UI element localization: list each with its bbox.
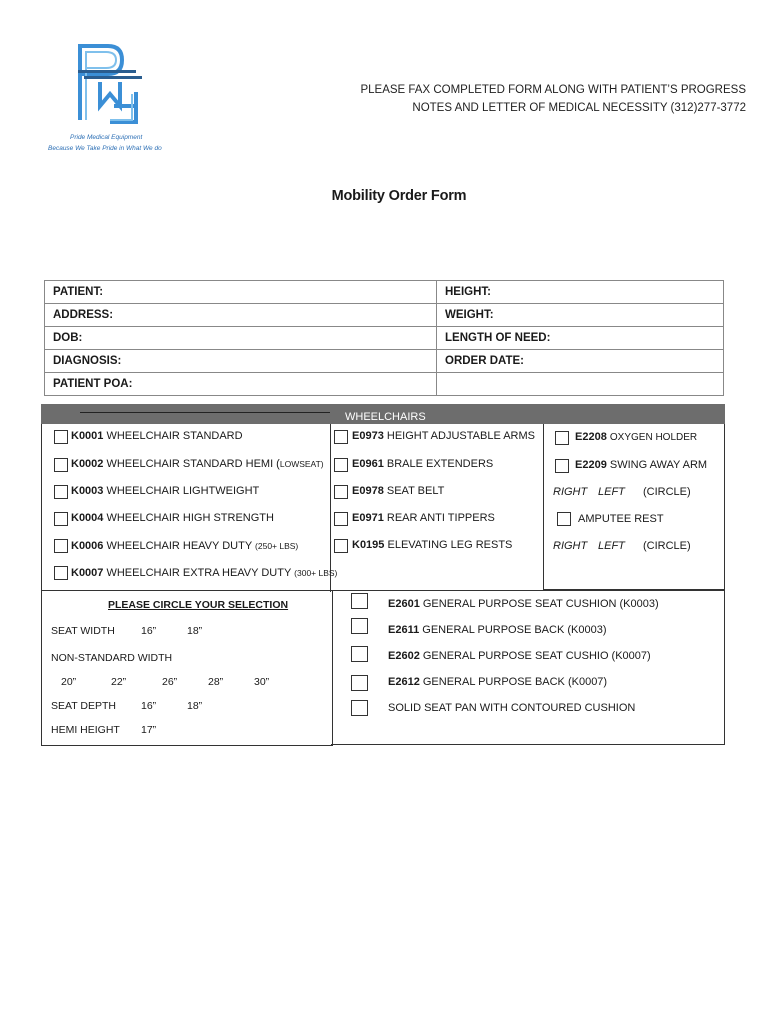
divider: [724, 424, 725, 590]
e2208-item: E2208 OXYGEN HOLDER: [575, 431, 698, 443]
swing-side-left[interactable]: LEFT: [598, 486, 625, 498]
non-standard-option[interactable]: 20”: [61, 676, 77, 688]
non-standard-option[interactable]: 22”: [111, 676, 127, 688]
selection-title: PLEASE CIRCLE YOUR SELECTION: [108, 599, 289, 611]
non-standard-option[interactable]: 26”: [162, 676, 178, 688]
patient-field[interactable]: PATIENT:: [45, 281, 437, 304]
non-standard-option[interactable]: 28”: [208, 676, 224, 688]
k0006-item: K0006 WHEELCHAIR HEAVY DUTY (250+ LBS): [71, 540, 299, 552]
e2601-checkbox[interactable]: [351, 593, 368, 609]
divider: [331, 744, 725, 745]
k0001-checkbox[interactable]: [54, 430, 68, 444]
page-title: Mobility Order Form: [331, 188, 467, 204]
table-row: [45, 350, 724, 373]
e0978-checkbox[interactable]: [334, 485, 348, 499]
non-standard-option[interactable]: 30”: [254, 676, 270, 688]
non-standard-width-label: NON-STANDARD WIDTH: [51, 652, 173, 664]
k0195-checkbox[interactable]: [334, 539, 348, 553]
selection-box: [41, 590, 333, 746]
hemi-height-label: HEMI HEIGHT: [51, 724, 120, 736]
k0004-item: K0004 WHEELCHAIR HIGH STRENGTH: [71, 512, 274, 524]
divider: [724, 590, 725, 745]
length-of-need-field[interactable]: LENGTH OF NEED:: [437, 327, 724, 350]
e0973-checkbox[interactable]: [334, 430, 348, 444]
solid-seat-pan-checkbox[interactable]: [351, 700, 368, 716]
table-row: [45, 281, 724, 304]
divider: [543, 424, 544, 590]
header-rule: [80, 412, 330, 413]
e2602-item: E2602 GENERAL PURPOSE SEAT CUSHIO (K0007): [388, 650, 651, 662]
height-field[interactable]: HEIGHT:: [437, 281, 724, 304]
table-row: [45, 304, 724, 327]
e2209-item: E2209 SWING AWAY ARM: [575, 459, 708, 471]
divider: [331, 590, 725, 591]
patient-info-table: [44, 280, 724, 396]
k0007-checkbox[interactable]: [54, 566, 68, 580]
k0002-item: K0002 WHEELCHAIR STANDARD HEMI (LOWSEAT): [71, 458, 324, 470]
e0978-item: E0978 SEAT BELT: [352, 485, 445, 497]
circle-note: (CIRCLE): [643, 486, 691, 498]
solid-seat-pan-item: SOLID SEAT PAN WITH CONTOURED CUSHION: [388, 702, 636, 714]
e2612-checkbox[interactable]: [351, 675, 368, 691]
e2611-item: E2611 GENERAL PURPOSE BACK (K0003): [388, 624, 607, 636]
fax-notice-line2: NOTES AND LETTER OF MEDICAL NECESSITY (312)277-3772: [412, 102, 746, 114]
dob-field[interactable]: DOB:: [45, 327, 437, 350]
divider: [41, 424, 42, 592]
pme-logo-icon: [70, 40, 145, 125]
patient-poa-field[interactable]: PATIENT POA:: [45, 373, 437, 396]
company-tagline: Because We Take Pride in What We do: [48, 145, 162, 152]
seat-width-label: SEAT WIDTH: [51, 625, 115, 637]
k0006-checkbox[interactable]: [54, 539, 68, 553]
weight-field[interactable]: WEIGHT:: [437, 304, 724, 327]
e2601-item: E2601 GENERAL PURPOSE SEAT CUSHION (K0003): [388, 598, 659, 610]
company-logo: [70, 40, 145, 125]
seat-depth-label: SEAT DEPTH: [51, 700, 116, 712]
amputee-rest-checkbox[interactable]: [557, 512, 571, 526]
e2209-checkbox[interactable]: [555, 459, 569, 473]
seat-width-option[interactable]: 16”: [141, 625, 157, 637]
e2208-checkbox[interactable]: [555, 431, 569, 445]
swing-side-right[interactable]: RIGHT: [553, 486, 588, 498]
k0007-item: K0007 WHEELCHAIR EXTRA HEAVY DUTY (300+ LBS): [71, 567, 338, 579]
e2612-item: E2612 GENERAL PURPOSE BACK (K0007): [388, 676, 608, 688]
order-date-field[interactable]: ORDER DATE:: [437, 350, 724, 373]
fax-notice-line1: PLEASE FAX COMPLETED FORM ALONG WITH PATIENT’S PROGRESS: [360, 84, 746, 96]
wheelchairs-header-label: WHEELCHAIRS: [345, 411, 426, 423]
k0004-checkbox[interactable]: [54, 512, 68, 526]
seat-depth-option[interactable]: 16”: [141, 700, 157, 712]
amputee-side-left[interactable]: LEFT: [598, 540, 625, 552]
k0195-item: K0195 ELEVATING LEG RESTS: [352, 539, 513, 551]
e0971-item: E0971 REAR ANTI TIPPERS: [352, 512, 495, 524]
k0003-checkbox[interactable]: [54, 485, 68, 499]
e0971-checkbox[interactable]: [334, 512, 348, 526]
table-row: [45, 373, 724, 396]
e2602-checkbox[interactable]: [351, 646, 368, 662]
seat-depth-option[interactable]: 18”: [187, 700, 203, 712]
seat-width-option[interactable]: 18”: [187, 625, 203, 637]
amputee-rest-item: AMPUTEE REST: [578, 513, 664, 525]
k0001-item: K0001 WHEELCHAIR STANDARD: [71, 430, 243, 442]
diagnosis-field[interactable]: DIAGNOSIS:: [45, 350, 437, 373]
k0003-item: K0003 WHEELCHAIR LIGHTWEIGHT: [71, 485, 260, 497]
hemi-height-option[interactable]: 17”: [141, 724, 157, 736]
e0961-checkbox[interactable]: [334, 458, 348, 472]
e0973-item: E0973 HEIGHT ADJUSTABLE ARMS: [352, 430, 536, 442]
table-row: [45, 327, 724, 350]
company-name: Pride Medical Equipment: [70, 134, 143, 141]
empty-field[interactable]: [437, 373, 724, 396]
address-field[interactable]: ADDRESS:: [45, 304, 437, 327]
circle-note: (CIRCLE): [643, 540, 691, 552]
k0002-checkbox[interactable]: [54, 458, 68, 472]
e0961-item: E0961 BRALE EXTENDERS: [352, 458, 494, 470]
amputee-side-right[interactable]: RIGHT: [553, 540, 588, 552]
e2611-checkbox[interactable]: [351, 618, 368, 634]
